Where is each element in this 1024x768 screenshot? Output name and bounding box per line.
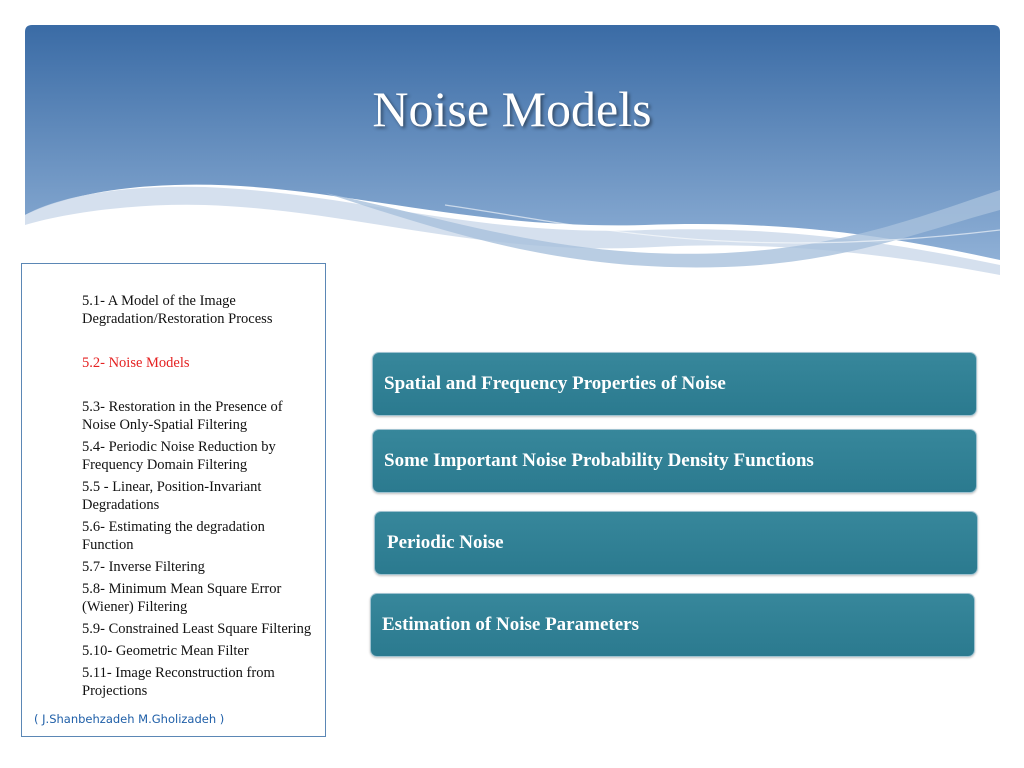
toc-list <box>82 292 318 704</box>
author-credit: ( J.Shanbehzadeh M.Gholizadeh ) <box>34 712 225 726</box>
slide-title: Noise Models <box>372 81 652 137</box>
toc-item[interactable]: 5.8- Minimum Mean Square Error (Wiener) Filtering <box>82 581 282 615</box>
toc-item[interactable]: 5.10- Geometric Mean Filter <box>82 643 249 659</box>
toc-item[interactable]: 5.6- Estimating the degradation Function <box>82 519 265 553</box>
toc-item[interactable]: 5.4- Periodic Noise Reduction by Frequency Domain Filtering <box>82 439 276 473</box>
slide-header <box>25 25 1000 275</box>
estimation-noise-parameters-button[interactable]: Estimation of Noise Parameters <box>370 593 975 657</box>
spatial-frequency-properties-button[interactable]: Spatial and Frequency Properties of Noise <box>372 352 977 416</box>
toc-item[interactable]: 5.9- Constrained Least Square Filtering <box>82 621 312 637</box>
toc-item[interactable]: 5.11- Image Reconstruction from Projections <box>82 665 275 699</box>
toc-item[interactable]: 5.5 - Linear, Position-Invariant Degradations <box>82 479 262 513</box>
noise-pdf-button[interactable]: Some Important Noise Probability Density Functions <box>372 429 977 493</box>
toc-item[interactable]: 5.1- A Model of the Image Degradation/Restoration Process <box>82 293 273 327</box>
header-wave-graphic <box>25 25 1000 275</box>
table-of-contents-panel <box>21 263 326 737</box>
toc-item-active[interactable]: 5.2- Noise Models <box>82 355 190 371</box>
toc-item[interactable]: 5.3- Restoration in the Presence of Noise Only-Spatial Filtering <box>82 399 283 433</box>
toc-item[interactable]: 5.7- Inverse Filtering <box>82 559 205 575</box>
periodic-noise-button[interactable]: Periodic Noise <box>374 511 978 575</box>
